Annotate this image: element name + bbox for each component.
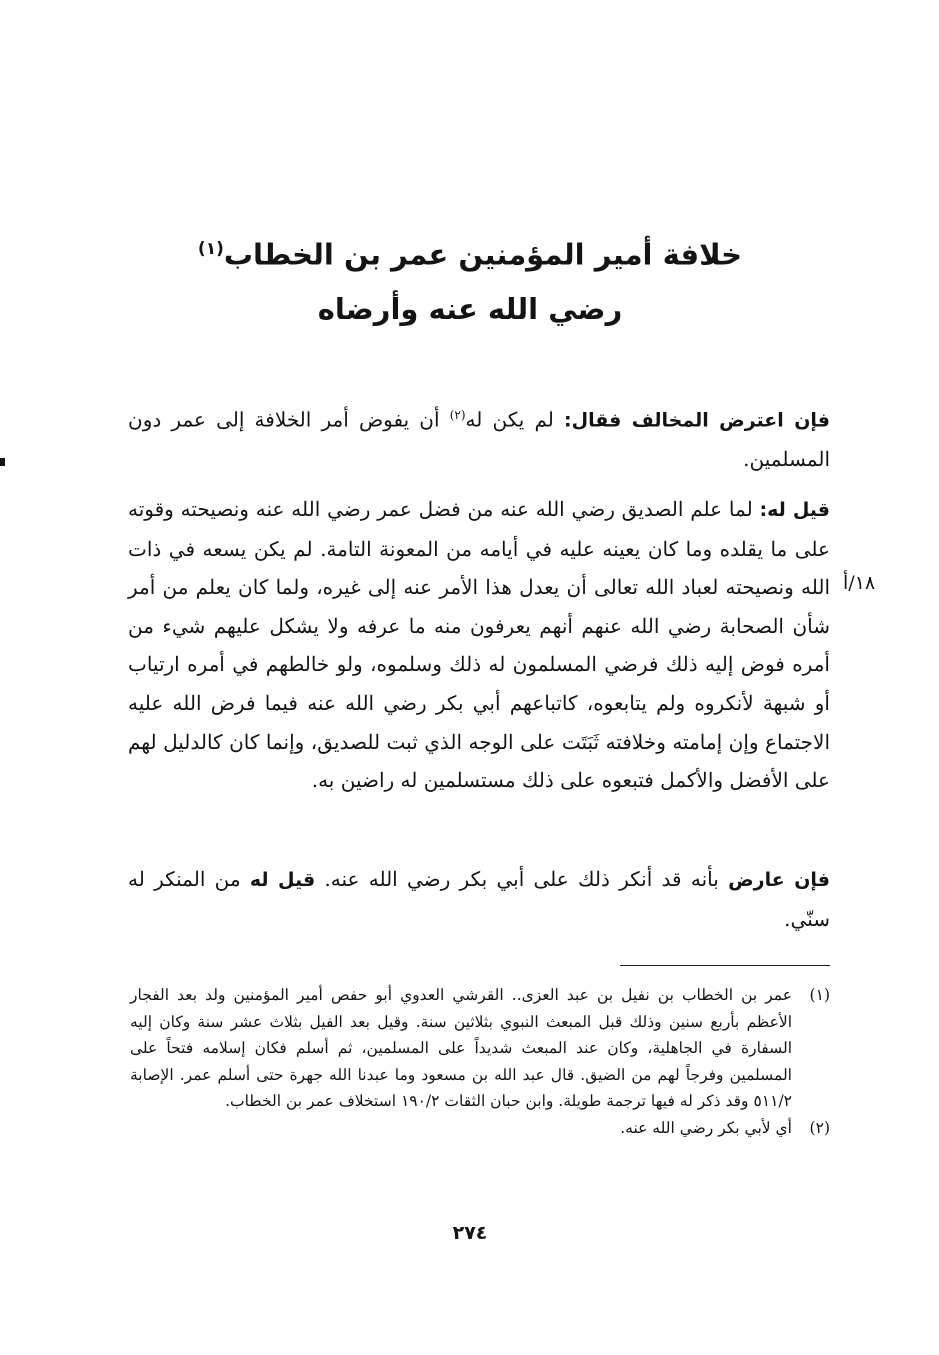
paragraph-lead-2: قيل له (249, 869, 316, 891)
footnote-item (130, 1115, 830, 1142)
paragraph-lead: فإن اعترض المخالف فقال: (564, 409, 830, 432)
paragraph-objection (128, 396, 830, 479)
paragraph-text: من المنكر له سنّي. (128, 867, 830, 931)
manuscript-folio-reference: ١٨/أ (843, 572, 876, 594)
page-number: ٢٧٤ (452, 1222, 488, 1244)
footnote-separator (620, 965, 830, 966)
paragraph-text: لم يكن له (465, 407, 565, 432)
paragraph-text: أن يفوض أمر الخلافة إلى عمر دون المسلمين. (128, 407, 830, 472)
paragraph-text: بأنه قد أنكر ذلك على أبي بكر رضي الله عنه. (315, 867, 729, 891)
title-footnote-marker[interactable]: (١) (197, 239, 224, 259)
paragraph-reply (128, 490, 830, 800)
scan-edge-mark (0, 458, 5, 466)
footnote-number: (١) (809, 986, 830, 1004)
footnotes (130, 982, 830, 1141)
footnote-item (130, 982, 830, 1115)
footnote-text: أي لأبي بكر رضي الله عنه. (620, 1118, 792, 1137)
footnote-number: (٢) (809, 1118, 830, 1137)
chapter-title (120, 222, 820, 336)
title-text-1: خلافة أمير المؤمنين عمر بن الخطاب (223, 237, 743, 272)
footnote-text: عمر بن الخطاب بن نفيل بن عبد العزى.. القرشي العدوي أبو حفص أمير المؤمنين ولد بعد الفجار الأعظم بأربع سنين وذلك قبل المبعث النبوي بثلاثين سنة. وقيل بعد الفيل بثلاث عشر سنة وكان إليه السفارة في الجاهلية، وكان عند المبعث شديداً على المسلمين، ثم أسلم فكان إسلامه فتحاً على المسلمين وفرجاً لهم من الضيق. قال عبد الله بن مسعود وما عبدنا الله جهرة حتى أسلم عمر. الإصابة ٥١١/٢ وقد ذكر له فيها ترجمة طويلة. وابن حبان الثقات ١٩٠/٢ استخلاف عمر بن الخطاب. (130, 986, 792, 1110)
title-line-2: رضي الله عنه وأرضاه (317, 291, 623, 326)
paragraph-text: لما علم الصديق رضي الله عنه من فضل عمر رضي الله عنه ونصيحته وقوته على ما يقلده وما كان يعينه عليه في أيامه من المعونة التامة. لم يكن يسعه في ذات الله ونصيحته لعباد الله تعالى أن يعدل هذا الأمر عنه إلى غيره، ولما كان يعلم من أمر شأن الصحابة رضي الله عنهم أنهم يعرفون منه ما عرفه ولا يشكل عليهم شيء من أمره فوض إليه ذلك فرضي المسلمون له ذلك وسلموه، ولو خالطهم في أمره ارتياب أو شبهة لأنكروه ولم يتابعوه، كاتباعهم أبي بكر رضي الله عنه فيما فرض الله عليه الاجتماع وإن إمامته وخلافته ثَبَتَت على الوجه الذي ثبت للصديق، وإنما كان كالدليل لهم على الأفضل والأكمل فتبعوه على ذلك مستسلمين له راضين به. (128, 497, 830, 793)
paragraph-second-objection (128, 860, 830, 938)
paragraph-lead: فإن عارض (728, 869, 830, 891)
footnote-marker-2[interactable]: (٢) (449, 408, 466, 422)
paragraph-lead: قيل له: (759, 499, 830, 521)
title-line-1 (120, 222, 820, 282)
